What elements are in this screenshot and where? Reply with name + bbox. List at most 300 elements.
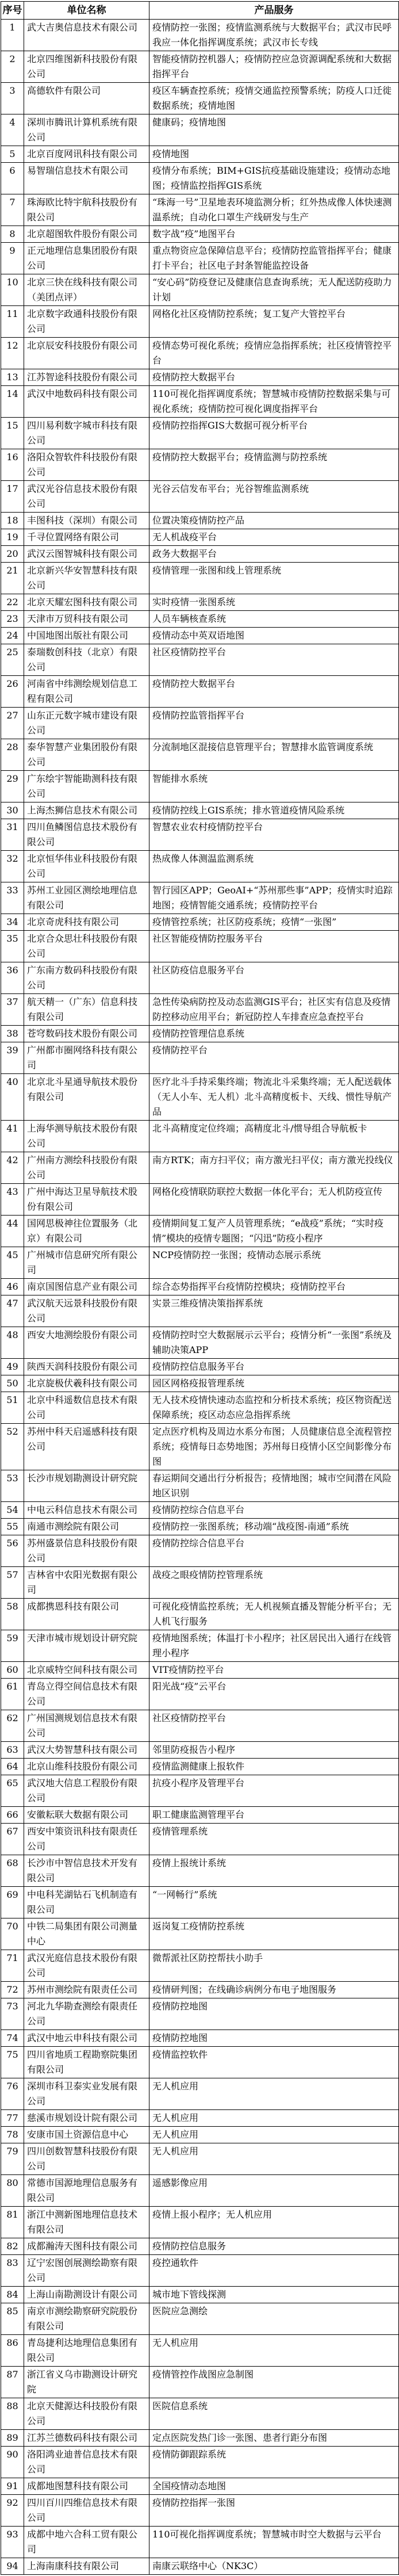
product-service: 智行园区APP；GeoAI+“苏州那些事”APP；疫情实时追踪地图；疫情智能交通系统；疫情防控平台 <box>149 882 399 914</box>
company-name: 易智瑞信息技术有限公司 <box>24 163 149 194</box>
product-service: 南康云联络中心（NK3C） <box>149 2558 399 2575</box>
product-service: 全国疫情动态地图 <box>149 2478 399 2495</box>
table-row <box>1 1470 399 1502</box>
product-service: 疫情管理一张图和线上管理系统 <box>149 563 399 594</box>
row-number: 13 <box>1 369 24 386</box>
company-name: 广州城市信息研究所有限公司 <box>24 1247 149 1279</box>
company-name: 泰华智慧产业集团股份有限公司 <box>24 739 149 771</box>
product-service: 健康码；疫情地图 <box>149 114 399 146</box>
table-row <box>1 546 399 563</box>
company-name: 青岛捷利达地理信息集团有限公司 <box>24 2335 149 2367</box>
row-number: 59 <box>1 1630 24 1662</box>
company-name: 武大吉奥信息技术有限公司 <box>24 20 149 51</box>
product-service: 疫情管理系统 <box>149 1824 399 1855</box>
row-number: 64 <box>1 1759 24 1775</box>
row-number: 90 <box>1 2447 24 2478</box>
row-number: 62 <box>1 1710 24 1742</box>
company-name: 中铁二局集团有限公司测量中心 <box>24 1918 149 1950</box>
row-number: 36 <box>1 962 24 994</box>
row-number: 34 <box>1 914 24 931</box>
company-name: 中电云科信息技术有限公司 <box>24 1502 149 1519</box>
row-number: 72 <box>1 1982 24 1998</box>
product-service: 110可视化指挥调度系统；智慧城市时空大数据与云平台 <box>149 2527 399 2558</box>
table-row <box>1 2287 399 2303</box>
company-name: 长沙市规划勘测设计研究院 <box>24 1470 149 1502</box>
company-name: 江苏智途科技股份有限公司 <box>24 369 149 386</box>
product-service: 急性传染病防控及动态监测GIS平台；社区实有信息及疫情防控移动应用平台；新冠防控人车排查应急查控平台 <box>149 994 399 1026</box>
row-number: 46 <box>1 1279 24 1295</box>
product-service: 北斗高精度定位终端；高精度北斗/惯导组合导航板卡 <box>149 1121 399 1152</box>
row-number: 80 <box>1 2175 24 2207</box>
table-row <box>1 1327 399 1359</box>
product-service: 疫情期间复工复产人员管理系统；“e战疫”系统；“实时疫情”模块的疫情专题图；“闪迅”防疫小程序 <box>149 1216 399 1247</box>
company-name: 广州南方测绘科技股份有限公司 <box>24 1152 149 1184</box>
company-name: 北京四维图新科技股份有限公司 <box>24 51 149 83</box>
product-service: 重点物资应急保障信息平台；疫情防控监管指挥平台；健康打卡平台；社区电子封条智能监控设备 <box>149 243 399 274</box>
product-service: 战疫之眼疫情防控管理系统 <box>149 1567 399 1599</box>
row-number: 39 <box>1 1042 24 1074</box>
product-service: “一网畅行”系统 <box>149 1887 399 1918</box>
company-name: 北京三快在线科技有限公司（美团点评） <box>24 274 149 306</box>
row-number: 75 <box>1 2047 24 2078</box>
product-service: 无人技术疫情快速动态监控和分析技术系统；疫区物资配送保障系统；疫区动态应急指挥系统 <box>149 1392 399 1424</box>
company-name: 珠海欧比特宇航科技股份有限公司 <box>24 194 149 226</box>
row-number: 57 <box>1 1567 24 1599</box>
row-number: 53 <box>1 1470 24 1502</box>
table-row <box>1 369 399 386</box>
product-service: 无人机应用 <box>149 2127 399 2143</box>
table-row <box>1 1855 399 1887</box>
product-service: “安心码”防疫登记及健康信息查询系统；无人配送防疫助力计划 <box>149 274 399 306</box>
table-row <box>1 1567 399 1599</box>
table-row <box>1 882 399 914</box>
company-name: 成都瀚涛天图科技有限公司 <box>24 2238 149 2255</box>
product-service: 疫情防控监管指挥平台 <box>149 708 399 739</box>
row-number: 81 <box>1 2207 24 2238</box>
table-row <box>1 1216 399 1247</box>
company-name: 武汉中地云申科技有限公司 <box>24 2030 149 2047</box>
row-number: 28 <box>1 739 24 771</box>
row-number: 26 <box>1 676 24 708</box>
company-name: 北京北斗星通导航技术股份有限公司 <box>24 1074 149 1121</box>
table-row <box>1 1630 399 1662</box>
company-name: 北京超图软件股份有限公司 <box>24 226 149 243</box>
company-name: 青岛立得空间信息技术有限公司 <box>24 1679 149 1710</box>
product-service: 无人机应用 <box>149 2110 399 2127</box>
row-number: 42 <box>1 1152 24 1184</box>
company-name: 天津市城市规划设计研究院 <box>24 1630 149 1662</box>
table-row <box>1 1121 399 1152</box>
company-name: 北京山维科技股份有限公司 <box>24 1759 149 1775</box>
row-number: 83 <box>1 2255 24 2287</box>
row-number: 69 <box>1 1887 24 1918</box>
table-row <box>1 1759 399 1775</box>
company-name: 中国地图出版社有限公司 <box>24 628 149 644</box>
product-service: 定点医院发热门诊一张图、患者行距分布图 <box>149 2430 399 2447</box>
row-number: 21 <box>1 563 24 594</box>
company-name: 苏州盛景信息科技股份有限公司 <box>24 1535 149 1567</box>
company-name: 慈溪市规划设计院有限公司 <box>24 2110 149 2127</box>
company-name: 丰图科技（深圳）有限公司 <box>24 513 149 529</box>
company-name: 正元地理信息集团股份有限公司 <box>24 243 149 274</box>
table-row <box>1 994 399 1026</box>
product-service: 数字战“疫”地图平台 <box>149 226 399 243</box>
company-name: 北京威特空间科技有限公司 <box>24 1662 149 1679</box>
table-row <box>1 851 399 882</box>
product-service: 遥感影像应用 <box>149 2175 399 2207</box>
company-name: 上海山南勘测设计有限公司 <box>24 2287 149 2303</box>
row-number: 41 <box>1 1121 24 1152</box>
table-row <box>1 1679 399 1710</box>
product-service: 疫情地图 <box>149 146 399 163</box>
row-number: 38 <box>1 1026 24 1042</box>
product-service: 阳光战“疫”云平台 <box>149 1679 399 1710</box>
company-name: 西安中策资讯科技有限责任公司 <box>24 1824 149 1855</box>
product-service: 疫情防控综合信息平台 <box>149 1535 399 1567</box>
table-row <box>1 1807 399 1824</box>
table-row <box>1 2175 399 2207</box>
company-name: 武汉航天远景科技股份有限公司 <box>24 1295 149 1327</box>
product-service: 微帮派社区防控帮扶小助手 <box>149 1950 399 1982</box>
table-row <box>1 739 399 771</box>
product-service: 疫情态势可视化系统；疫情应急指挥系统；社区疫情管控平台 <box>149 338 399 369</box>
product-service: 社区智能疫情防控服务平台 <box>149 931 399 962</box>
table-row <box>1 1074 399 1121</box>
company-name: 北京新兴华安智慧科技有限公司 <box>24 563 149 594</box>
row-number: 70 <box>1 1918 24 1950</box>
table-row <box>1 594 399 611</box>
company-name: 苏州市测绘院有限责任公司 <box>24 1982 149 1998</box>
product-service: 实时疫情一张图系统 <box>149 594 399 611</box>
row-number: 91 <box>1 2478 24 2495</box>
row-number: 3 <box>1 83 24 114</box>
company-name: 北京天耀宏图科技有限公司 <box>24 594 149 611</box>
table-row <box>1 449 399 481</box>
row-number: 66 <box>1 1807 24 1824</box>
row-number: 50 <box>1 1375 24 1392</box>
row-number: 14 <box>1 386 24 418</box>
table-row <box>1 1184 399 1216</box>
company-name: 成都中地六合科工贸有限公司 <box>24 2527 149 2558</box>
table-row <box>1 226 399 243</box>
company-name: 广州都市圈网络科技有限公司 <box>24 1042 149 1074</box>
product-service: 疫情监测健康上报软件 <box>149 1759 399 1775</box>
row-number: 82 <box>1 2238 24 2255</box>
product-service: 位置决策疫情防控产品 <box>149 513 399 529</box>
row-number: 43 <box>1 1184 24 1216</box>
product-service: 城市地下管线探测 <box>149 2287 399 2303</box>
table-row <box>1 1918 399 1950</box>
product-service: 疫情管控作战图应急制图 <box>149 2367 399 2398</box>
row-number: 61 <box>1 1679 24 1710</box>
company-name: 北京奇虎科技有限公司 <box>24 914 149 931</box>
company-products-table <box>1 1 399 2575</box>
product-service: 疫情上报统计系统 <box>149 1855 399 1887</box>
company-name: 成都携恩科技有限公司 <box>24 1599 149 1630</box>
table-row <box>1 1424 399 1470</box>
row-number: 22 <box>1 594 24 611</box>
company-name: 四川百川四维信息技术有限公司 <box>24 2495 149 2527</box>
row-number: 23 <box>1 611 24 628</box>
company-name: 四川省地质工程勘察院集团有限公司 <box>24 2047 149 2078</box>
row-number: 16 <box>1 449 24 481</box>
company-name: 苏州工业园区测绘地理信息有限公司 <box>24 882 149 914</box>
row-number: 25 <box>1 644 24 676</box>
table-row <box>1 194 399 226</box>
table-row <box>1 1982 399 1998</box>
table-row <box>1 1998 399 2030</box>
company-name: 天津市万贸科技有限公司 <box>24 611 149 628</box>
company-name: 武汉云图智城科技有限公司 <box>24 546 149 563</box>
product-service: 社区疫情防控平台 <box>149 1710 399 1742</box>
row-number: 12 <box>1 338 24 369</box>
company-name: 深圳市科卫泰实业发展有限公司 <box>24 2078 149 2110</box>
row-number: 68 <box>1 1855 24 1887</box>
company-name: 浙江中测新图地理信息技术有限公司 <box>24 2207 149 2238</box>
product-service: 疫情防控线上GIS系统；排水管道疫情风险系统 <box>149 802 399 819</box>
company-name: 广东绘宇智能勘测科技有限公司 <box>24 771 149 802</box>
company-name: 苏州中科天启遥感科技有限公司 <box>24 1424 149 1470</box>
table-row <box>1 676 399 708</box>
table-row <box>1 2558 399 2575</box>
table-row <box>1 819 399 851</box>
row-number: 18 <box>1 513 24 529</box>
product-service: 疫情防控信息服务 <box>149 2238 399 2255</box>
row-number: 84 <box>1 2287 24 2303</box>
product-service: 疫情防控大数据平台；疫情监测与防控系统 <box>149 449 399 481</box>
table-row <box>1 2127 399 2143</box>
company-name: 四川鱼鳞图信息技术股份有限公司 <box>24 819 149 851</box>
row-number: 78 <box>1 2127 24 2143</box>
product-service: 热成像人体测温监测系统 <box>149 851 399 882</box>
column-header-company-name: 单位名称 <box>24 2 149 20</box>
company-name: 深圳市腾讯计算机系统有限公司 <box>24 114 149 146</box>
product-service: 医疗北斗手持采集终端；物流北斗采集终端；无人配送载体（无人小车、无人机）北斗高精度板卡、天线、惯性导航产品 <box>149 1074 399 1121</box>
table-row <box>1 1359 399 1375</box>
product-service: 南方RTK；南方扫平仪；南方激光扫平仪；南方激光投线仪 <box>149 1152 399 1184</box>
table-row <box>1 1662 399 1679</box>
row-number: 79 <box>1 2143 24 2175</box>
company-name: 江苏兰德数码科技有限公司 <box>24 2430 149 2447</box>
company-name: 南通市测绘院有限公司 <box>24 1519 149 1535</box>
company-name: 南京国图信息产业有限公司 <box>24 1279 149 1295</box>
product-service: 疫情防控指挥GIS大数据可视分析平台 <box>149 418 399 449</box>
company-name: 广州中海达卫星导航技术股份有限公司 <box>24 1184 149 1216</box>
product-service: 定点医疗机构及周边水系分布图；人员健康信息全流程管控系统；疫情每日态势地图；苏州每日疫情小区空间影像分布图 <box>149 1424 399 1470</box>
product-service: 光谷云信发布平台；光谷智维监测系统 <box>149 481 399 513</box>
product-service: 疫情防控管理信息系统 <box>149 1026 399 1042</box>
product-service: 疫情动态中英双语地图 <box>149 628 399 644</box>
table-row <box>1 338 399 369</box>
product-service: 疫情防控信息服务平台 <box>149 1359 399 1375</box>
company-name: 北京合众思壮科技股份有限公司 <box>24 931 149 962</box>
row-number: 45 <box>1 1247 24 1279</box>
table-row <box>1 2495 399 2527</box>
company-name: 安徽耘联大数据有限公司 <box>24 1807 149 1824</box>
product-service: 疫情防御跟踪系统 <box>149 2447 399 2478</box>
product-service: 社区防疫信息服务平台 <box>149 962 399 994</box>
table-row <box>1 1950 399 1982</box>
company-name: 四川易利数字城市科技有限公司 <box>24 418 149 449</box>
table-row <box>1 708 399 739</box>
table-row <box>1 1042 399 1074</box>
row-number: 60 <box>1 1662 24 1679</box>
product-service: 实景三维疫情决策指挥系统 <box>149 1295 399 1327</box>
company-name: 安康市国土资源信息中心 <box>24 2127 149 2143</box>
company-name: 洛阳众智软件科技股份有限公司 <box>24 449 149 481</box>
table-row <box>1 914 399 931</box>
table-row <box>1 1392 399 1424</box>
table-row <box>1 628 399 644</box>
row-number: 89 <box>1 2430 24 2447</box>
table-row <box>1 386 399 418</box>
product-service: 疫情上报小程序；无人机应用 <box>149 2207 399 2238</box>
table-row <box>1 20 399 51</box>
column-header-product-service: 产品服务 <box>149 2 399 20</box>
product-service: NCP疫情防控一张图；疫情动态展示系统 <box>149 1247 399 1279</box>
row-number: 76 <box>1 2078 24 2110</box>
table-row <box>1 306 399 338</box>
table-row <box>1 1026 399 1042</box>
row-number: 67 <box>1 1824 24 1855</box>
company-name: 浙江省义乌市勘测设计研究院 <box>24 2367 149 2398</box>
product-service: 疫控通软件 <box>149 2255 399 2287</box>
table-row <box>1 1742 399 1759</box>
row-number: 7 <box>1 194 24 226</box>
row-number: 4 <box>1 114 24 146</box>
table-row <box>1 931 399 962</box>
table-row <box>1 2078 399 2110</box>
product-service: 邻里防疫报告小程序 <box>149 1742 399 1759</box>
company-name: 广东南方数码科技股份有限公司 <box>24 962 149 994</box>
product-service: 疫情防控一张图；疫情监测系统与大数据平台；武汉市民呼我应一体化指挥调度系统；武汉市长专线 <box>149 20 399 51</box>
company-name: 洛阳鸿业迪普信息技术有限公司 <box>24 2447 149 2478</box>
product-service: 无人机战疫平台 <box>149 529 399 546</box>
product-service: 疫情防控指挥一张图 <box>149 2495 399 2527</box>
row-number: 87 <box>1 2367 24 2398</box>
company-name: 苍穹数码技术股份有限公司 <box>24 1026 149 1042</box>
row-number: 35 <box>1 931 24 962</box>
table-row <box>1 1279 399 1295</box>
table-row <box>1 2238 399 2255</box>
product-service: 疫情防控一张图系统；移动端“战疫图-南通”系统 <box>149 1519 399 1535</box>
product-service: 可视化疫情监控系统；无人机视频直播及智能分析平台；无人机飞行服务 <box>149 1599 399 1630</box>
company-name: 河南省中纬测绘规划信息工程有限公司 <box>24 676 149 708</box>
table-row <box>1 2143 399 2175</box>
company-name: 北京天健源达科技股份有限公司 <box>24 2398 149 2430</box>
row-number: 30 <box>1 802 24 819</box>
company-name: 西安大地测绘股份有限公司 <box>24 1327 149 1359</box>
table-row <box>1 2478 399 2495</box>
product-service: “珠海一号”卫星地表环境监测分析；红外热成像人体快速测温系统；自动化口罩生产线研发与生产 <box>149 194 399 226</box>
table-row <box>1 51 399 83</box>
column-header-index: 序号 <box>1 2 24 20</box>
company-name: 广州国测规划信息技术有限公司 <box>24 1710 149 1742</box>
table-row <box>1 146 399 163</box>
company-name: 辽宁宏图创展测绘勘察有限公司 <box>24 2255 149 2287</box>
row-number: 52 <box>1 1424 24 1470</box>
company-name: 北京百度网讯科技有限公司 <box>24 146 149 163</box>
table-row <box>1 529 399 546</box>
company-name: 北京数字政通科技股份有限公司 <box>24 306 149 338</box>
product-service: 综合态势指挥平台疫情防控模块；疫情防控平台 <box>149 1279 399 1295</box>
product-service: 春运期间交通出行分析报告；疫情地图；城市空间潜在风险地区识别 <box>149 1470 399 1502</box>
company-name: 河北九华勘查测绘有限责任公司 <box>24 1998 149 2030</box>
product-service: 疫情防控地图 <box>149 2030 399 2047</box>
row-number: 5 <box>1 146 24 163</box>
product-service: 返岗复工疫情防控系统 <box>149 1918 399 1950</box>
product-service: 智能排水系统 <box>149 771 399 802</box>
product-service: 医院应急测绘 <box>149 2303 399 2335</box>
row-number: 32 <box>1 851 24 882</box>
company-name: 国网思极神往位置服务（北京）有限公司 <box>24 1216 149 1247</box>
row-number: 24 <box>1 628 24 644</box>
row-number: 93 <box>1 2527 24 2558</box>
row-number: 2 <box>1 51 24 83</box>
row-number: 9 <box>1 243 24 274</box>
company-name: 北京中科遥数信息技术有限公司 <box>24 1392 149 1424</box>
company-name: 泰瑞数创科技（北京）有限公司 <box>24 644 149 676</box>
table-row <box>1 163 399 194</box>
product-service: 社区疫情防控平台 <box>149 644 399 676</box>
product-service: 抗疫小程序及管理平台 <box>149 1775 399 1807</box>
row-number: 40 <box>1 1074 24 1121</box>
table-row <box>1 644 399 676</box>
row-number: 27 <box>1 708 24 739</box>
product-service: 疫情防控时空大数据展示云平台；疫情分析“一张图”系统及辅助决策APP <box>149 1327 399 1359</box>
product-service: 医院信息系统 <box>149 2398 399 2430</box>
table-header-row <box>1 2 399 20</box>
row-number: 88 <box>1 2398 24 2430</box>
company-name: 北京辰安科技股份有限公司 <box>24 338 149 369</box>
row-number: 10 <box>1 274 24 306</box>
table-row <box>1 2303 399 2335</box>
company-name: 高德软件有限公司 <box>24 83 149 114</box>
product-service: 政务大数据平台 <box>149 546 399 563</box>
row-number: 85 <box>1 2303 24 2335</box>
product-service: 疫情地图系统；体温打卡小程序；社区居民出入通行在线管理小程序 <box>149 1630 399 1662</box>
company-name: 武汉光庭信息技术股份有限公司 <box>24 1950 149 1982</box>
row-number: 6 <box>1 163 24 194</box>
company-name: 吉林省中农阳光数据有限公司 <box>24 1567 149 1599</box>
table-row <box>1 1535 399 1567</box>
row-number: 19 <box>1 529 24 546</box>
product-service: 疫情防控大数据平台 <box>149 369 399 386</box>
product-service: 智慧农业农村疫情防控平台 <box>149 819 399 851</box>
company-name: 成都地图慧科技有限公司 <box>24 2478 149 2495</box>
row-number: 1 <box>1 20 24 51</box>
row-number: 65 <box>1 1775 24 1807</box>
company-name: 常德市国源地理信息服务有限公司 <box>24 2175 149 2207</box>
company-name: 航天精一（广东）信息科技有限公司 <box>24 994 149 1026</box>
product-service: 人员车辆核查系统 <box>149 611 399 628</box>
product-service: 无人机应用 <box>149 2078 399 2110</box>
table-row <box>1 1152 399 1184</box>
company-name: 上海南康科技有限公司 <box>24 2558 149 2575</box>
table-row <box>1 962 399 994</box>
product-service: 分流制地区混接信息管理平台；智慧排水监管调度系统 <box>149 739 399 771</box>
company-name: 武汉大势智慧科技有限公司 <box>24 1742 149 1759</box>
table-row <box>1 114 399 146</box>
table-row <box>1 2367 399 2398</box>
product-service: 疫情监控软件 <box>149 2047 399 2078</box>
row-number: 17 <box>1 481 24 513</box>
product-service: 疫情防控综合信息平台 <box>149 1502 399 1519</box>
product-service: 无人机应用 <box>149 2335 399 2367</box>
row-number: 51 <box>1 1392 24 1424</box>
product-service: 疫情防控平台 <box>149 1042 399 1074</box>
row-number: 86 <box>1 2335 24 2367</box>
